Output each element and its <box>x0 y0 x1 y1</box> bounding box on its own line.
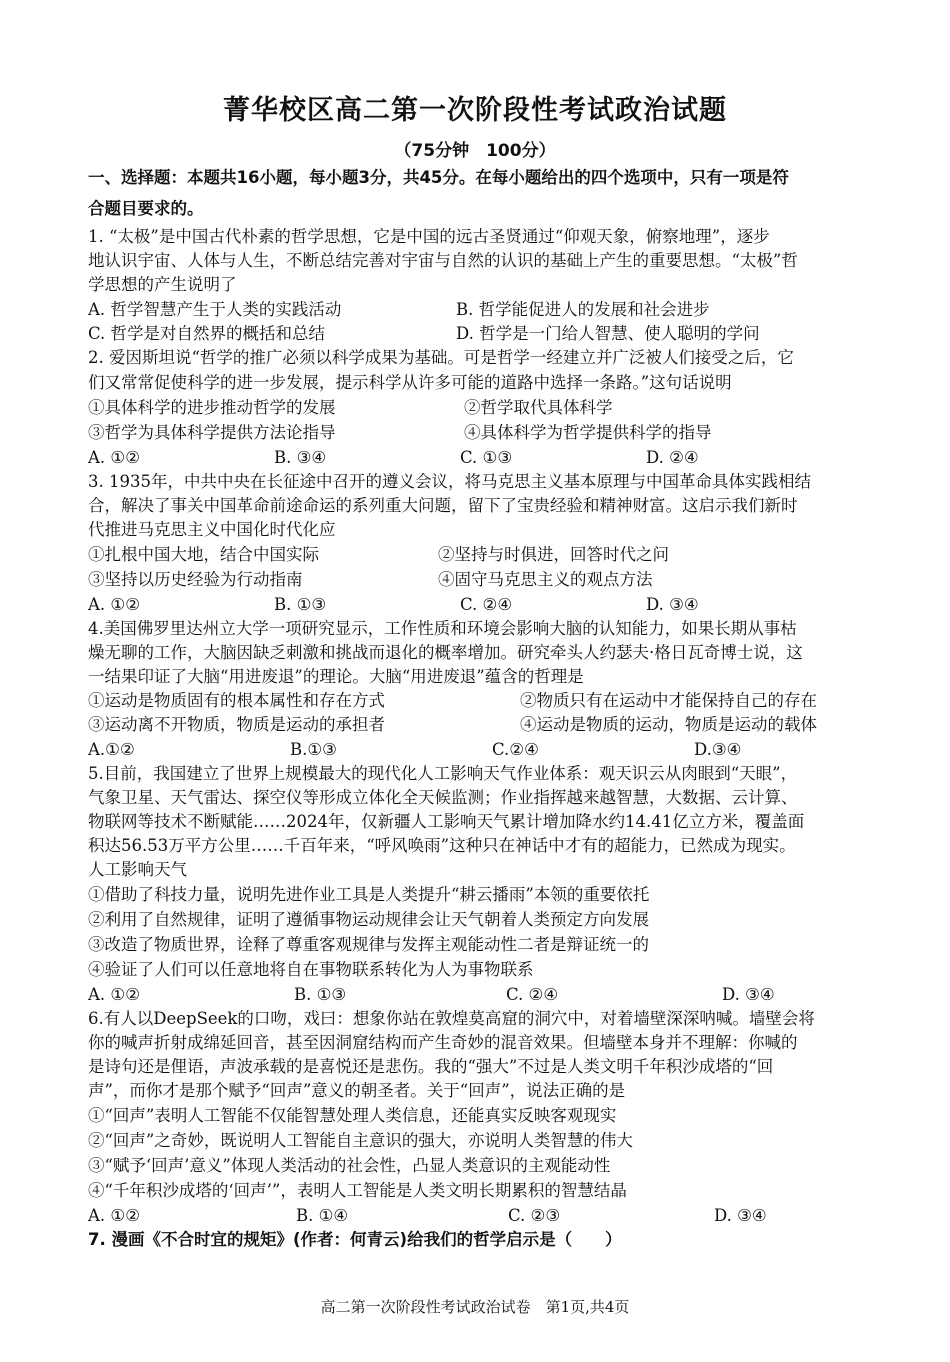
q3-stem: 合，解决了事关中国革命前途命运的系列重大问题，留下了宝贵经验和精神财富。这启示我们新时 <box>88 496 798 515</box>
q6-stem: 声”，而你才是那个赋予“回声”意义的朝圣者。关于“回声”，说法正确的是 <box>88 1081 626 1100</box>
q1-option-b: B. 哲学能促进人的发展和社会进步 <box>456 300 710 319</box>
q2-statement-2: ②哲学取代具体科学 <box>464 398 613 417</box>
q4-statement-4: ④运动是物质的运动，物质是运动的载体 <box>520 715 817 734</box>
q5-stem: 人工影响天气 <box>88 860 187 879</box>
page-footer: 高二第一次阶段性考试政治试卷 第1页,共4页 <box>320 1298 630 1316</box>
q6-statement-2: ②“回声”之奇妙，既说明人工智能自主意识的强大，亦说明人类智慧的伟大 <box>88 1131 633 1150</box>
q4-statement-3: ③运动离不开物质，物质是运动的承担者 <box>88 715 385 734</box>
exam-title: 菁华校区高二第一次阶段性考试政治试题 <box>223 95 727 126</box>
q6-option-c: C. ②③ <box>508 1206 561 1225</box>
q6-stem: 你的喊声折射成绵延回音，甚至因洞窟结构而产生奇妙的混音效果。但墙壁本身并不理解：你喊的 <box>88 1033 798 1052</box>
q1-stem: 地认识宇宙、人体与人生，不断总结完善对宇宙与自然的认识的基础上产生的重要思想。“太极”哲 <box>88 251 798 270</box>
q5-statement-2: ②利用了自然规律，证明了遵循事物运动规律会让天气朝着人类预定方向发展 <box>88 910 649 929</box>
q6-statement-1: ①“回声”表明人工智能不仅能智慧处理人类信息，还能真实反映客观现实 <box>88 1106 617 1125</box>
q2-statement-1: ①具体科学的进步推动哲学的发展 <box>88 398 336 417</box>
q2-option-c: C. ①③ <box>460 448 513 467</box>
q6-statement-4: ④“千年积沙成塔的‘回声’”，表明人工智能是人类文明长期累积的智慧结晶 <box>88 1181 627 1200</box>
q6-stem: 是诗句还是俚语，声波承载的是喜悦还是悲伤。我的“强大”不过是人类文明千年积沙成塔的“回 <box>88 1057 774 1076</box>
q2-statement-3: ③哲学为具体科学提供方法论指导 <box>88 423 336 442</box>
q3-statement-4: ④固守马克思主义的观点方法 <box>438 570 653 589</box>
section-heading-cont: 合题目要求的。 <box>88 199 204 218</box>
q2-option-a: A. ①② <box>88 448 140 467</box>
q1-option-d: D. 哲学是一门给人智慧、使人聪明的学问 <box>456 324 760 343</box>
q3-statement-1: ①扎根中国大地，结合中国实际 <box>88 545 319 564</box>
q4-option-c: C.②④ <box>492 740 539 759</box>
q4-option-d: D.③④ <box>694 740 742 759</box>
q3-statement-2: ②坚持与时俱进，回答时代之问 <box>438 545 669 564</box>
q3-stem: 3. 1935年，中共中央在长征途中召开的遵义会议，将马克思主义基本原理与中国革命具体实践相结 <box>88 472 811 491</box>
q3-statement-3: ③坚持以历史经验为行动指南 <box>88 570 303 589</box>
q5-option-a: A. ①② <box>88 985 140 1004</box>
q3-option-d: D. ③④ <box>646 595 699 614</box>
q5-statement-4: ④验证了人们可以任意地将自在事物联系转化为人为事物联系 <box>88 960 534 979</box>
q3-stem: 代推进马克思主义中国化时代化应 <box>88 520 336 539</box>
q1-stem: 1. “太极”是中国古代朴素的哲学思想，它是中国的远古圣贤通过“仰观天象，俯察地理”，逐步 <box>88 227 770 246</box>
q5-stem: 气象卫星、天气雷达、探空仪等形成立体化全天候监测；作业指挥越来越智慧，大数据、云计算、 <box>88 788 798 807</box>
q2-stem: 2. 爱因斯坦说“哲学的推广必须以科学成果为基础。可是哲学一经建立并广泛被人们接受之后，它 <box>88 348 794 367</box>
q3-option-a: A. ①② <box>88 595 140 614</box>
q2-option-d: D. ②④ <box>646 448 699 467</box>
q5-option-b: B. ①③ <box>294 985 347 1004</box>
q5-statement-3: ③改造了物质世界，诠释了尊重客观规律与发挥主观能动性二者是辩证统一的 <box>88 935 649 954</box>
q4-option-b: B.①③ <box>290 740 337 759</box>
q6-stem: 6.有人以DeepSeek的口吻，戏曰：想象你站在敦煌莫高窟的洞穴中，对着墙壁深深呐喊。墙壁会将 <box>88 1009 815 1028</box>
q4-stem: 4.美国佛罗里达州立大学一项研究显示，工作性质和环境会影响大脑的认知能力，如果长期从事枯 <box>88 619 797 638</box>
q4-stem: 燥无聊的工作，大脑因缺乏刺激和挑战而退化的概率增加。研究牵头人约瑟夫·格日瓦奇博士说，这 <box>88 643 803 662</box>
q5-option-c: C. ②④ <box>506 985 559 1004</box>
q5-stem: 5.目前，我国建立了世界上规模最大的现代化人工影响天气作业体系：观天识云从肉眼到“天眼”， <box>88 764 798 783</box>
q3-option-b: B. ①③ <box>274 595 327 614</box>
q3-option-c: C. ②④ <box>460 595 513 614</box>
q6-option-a: A. ①② <box>88 1206 140 1225</box>
q2-option-b: B. ③④ <box>274 448 327 467</box>
q1-option-a: A. 哲学智慧产生于人类的实践活动 <box>88 300 342 319</box>
q4-stem: 一结果印证了大脑“用进废退”的理论。大脑“用进废退”蕴含的哲理是 <box>88 667 584 686</box>
q4-option-a: A.①② <box>88 740 135 759</box>
q4-statement-1: ①运动是物质固有的根本属性和存在方式 <box>88 691 385 710</box>
q2-stem: 们又常常促使科学的进一步发展，提示科学从许多可能的道路中选择一条路。”这句话说明 <box>88 373 732 392</box>
q1-option-c: C. 哲学是对自然界的概括和总结 <box>88 324 326 343</box>
q5-option-d: D. ③④ <box>722 985 775 1004</box>
q5-stem: 物联网等技术不断赋能……2024年，仅新疆人工影响天气累计增加降水约14.41亿立方米，覆盖面 <box>88 812 805 831</box>
q1-stem: 学思想的产生说明了 <box>88 275 237 294</box>
q5-stem: 积达56.53万平方公里……千百年来，“呼风唤雨”这种只在神话中才有的超能力，已然成为现实。 <box>88 836 796 855</box>
q6-option-d: D. ③④ <box>714 1206 767 1225</box>
exam-subtitle: （75分钟 100分） <box>394 141 556 161</box>
q5-statement-1: ①借助了科技力量，说明先进作业工具是人类提升“耕云播雨”本领的重要依托 <box>88 885 650 904</box>
q6-option-b: B. ①④ <box>296 1206 349 1225</box>
q7-stem: 7. 漫画《不合时宜的规矩》(作者：何青云)给我们的哲学启示是（ ） <box>88 1230 622 1249</box>
q2-statement-4: ④具体科学为哲学提供科学的指导 <box>464 423 712 442</box>
section-heading: 一、选择题：本题共16小题，每小题3分，共45分。在每小题给出的四个选项中，只有一项是符 <box>88 168 789 187</box>
q4-statement-2: ②物质只有在运动中才能保持自己的存在 <box>520 691 817 710</box>
q6-statement-3: ③“赋予‘回声’意义”体现人类活动的社会性，凸显人类意识的主观能动性 <box>88 1156 611 1175</box>
